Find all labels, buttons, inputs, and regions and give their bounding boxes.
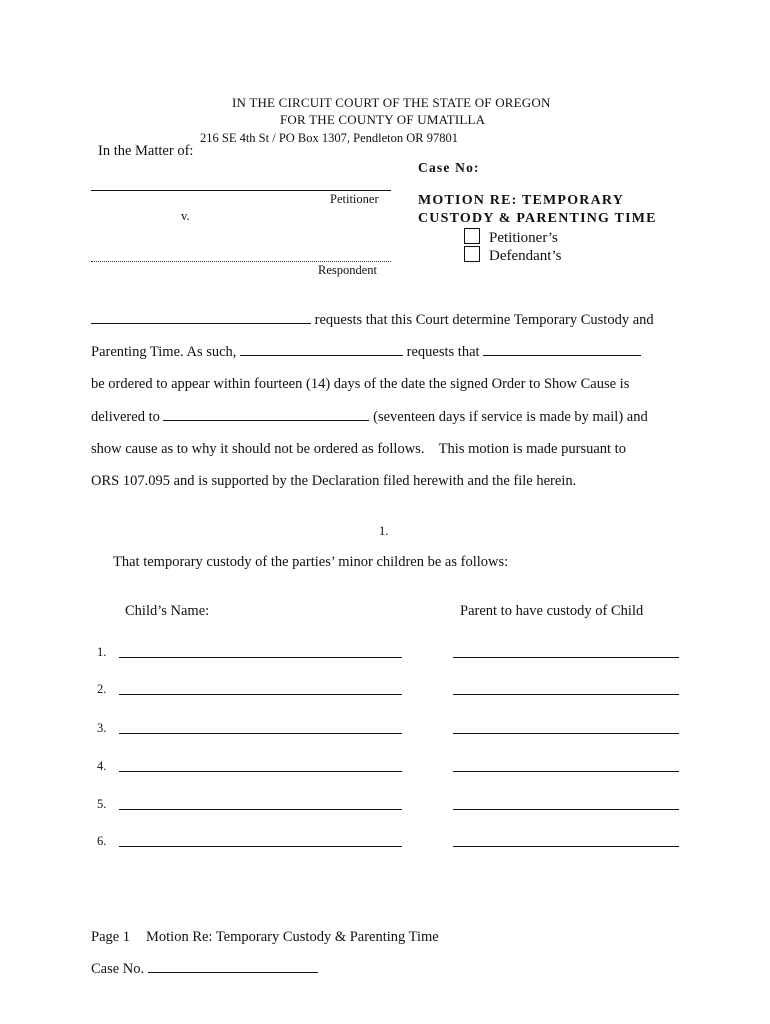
child-name-line[interactable] [119,771,402,772]
child-name-line[interactable] [119,694,402,695]
row-number: 4. [97,759,107,773]
paragraph-line-1 [91,312,654,329]
respondent-label: Respondent [318,263,378,277]
child-name-line[interactable] [119,657,402,658]
paragraph-line-4-text-b: (seventeen days if service is made by mail) and [373,409,648,425]
paragraph-line-6: ORS 107.095 and is supported by the Declaration filed herewith and the file herein. [91,473,577,489]
row-number: 2. [97,682,107,696]
respondent-name-line[interactable] [91,261,391,262]
court-address: 216 SE 4th St / PO Box 1307, Pendleton OR 97801 [200,131,459,145]
parent-custody-line[interactable] [453,846,679,847]
paragraph-line-1-text: requests that this Court determine Temporary Custody and [314,312,654,328]
as-such-party-blank[interactable] [240,344,403,356]
child-name-line[interactable] [119,809,402,810]
court-title-line-2: FOR THE COUNTY OF UMATILLA [280,112,486,127]
paragraph-line-2-text-a: Parenting Time. As such, [91,344,237,360]
row-number: 5. [97,797,107,811]
defendants-checkbox[interactable] [464,246,480,262]
paragraph-line-3: be ordered to appear within fourteen (14) days of the date the signed Order to Show Cause is [91,376,630,392]
versus-label: v. [181,209,190,223]
parent-custody-line[interactable] [453,809,679,810]
case-number-label: Case No: [418,160,480,175]
child-name-line[interactable] [119,733,402,734]
child-name-line[interactable] [119,846,402,847]
defendants-option-label: Defendant’s [489,248,562,264]
petitioner-label: Petitioner [330,192,379,206]
parent-custody-line[interactable] [453,733,679,734]
petitioners-checkbox[interactable] [464,228,480,244]
option-petitioners[interactable] [464,228,558,247]
paragraph-line-2-text-b: requests that [406,344,480,360]
paragraph-line-5: show cause as to why it should not be ordered as follows. This motion is made pursuant to [91,441,626,457]
section-number: 1. [379,524,389,538]
petitioners-option-label: Petitioner’s [489,230,558,246]
footer-case-no-label: Case No. [91,961,145,977]
footer-case-number [91,961,318,978]
parent-custody-line[interactable] [453,771,679,772]
footer-page-number: Page 1 [91,929,131,945]
in-the-matter-of: In the Matter of: [98,143,194,159]
paragraph-line-4 [91,409,648,426]
delivered-to-blank[interactable] [163,409,369,421]
option-defendants[interactable] [464,246,561,265]
row-number: 1. [97,645,107,659]
child-name-column-header: Child’s Name: [125,603,210,619]
motion-title-line-1: MOTION RE: TEMPORARY [418,193,625,208]
row-number: 6. [97,834,107,848]
paragraph-line-4-text-a: delivered to [91,409,160,425]
parent-custody-column-header: Parent to have custody of Child [460,603,644,619]
footer-title: Motion Re: Temporary Custody & Parenting Time [146,929,439,945]
parent-custody-line[interactable] [453,694,679,695]
petitioner-name-line[interactable] [91,190,391,191]
requesting-party-blank[interactable] [91,312,311,324]
paragraph-line-2 [91,344,641,361]
footer-case-number-blank[interactable] [148,961,318,973]
motion-title-line-2: CUSTODY & PARENTING TIME [418,211,657,226]
section-intro: That temporary custody of the parties’ minor children be as follows: [113,554,509,570]
court-title-line-1: IN THE CIRCUIT COURT OF THE STATE OF OREGON [232,95,551,110]
parent-custody-line[interactable] [453,657,679,658]
row-number: 3. [97,721,107,735]
ordered-party-blank[interactable] [483,344,641,356]
